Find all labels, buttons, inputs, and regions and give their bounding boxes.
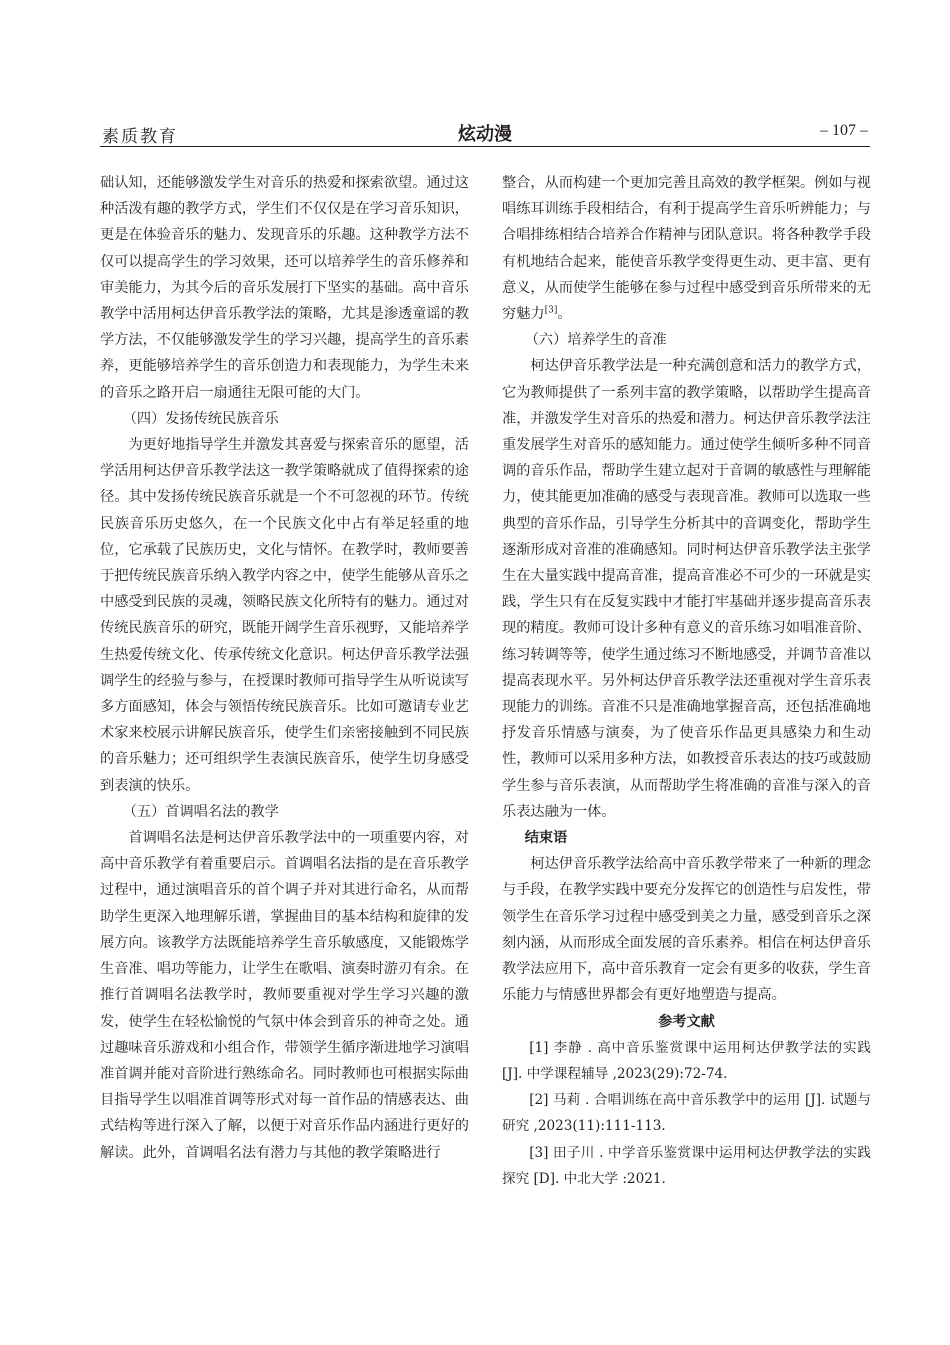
paragraph-text: 整合，从而构建一个更加完善且高效的教学框架。例如与视唱练耳训练手段相结合，有利于提高学生音乐听辨能力；与合唱排练相结合培养合作精神与团队意识。将各种教学手段有机地结合起来，能使音乐教学变得更生动、更丰富、更有意义，从而使学生能够在参与过程中感受到音乐所带来的无穷魅力	[502, 175, 871, 323]
journal-title: 炫动漫	[458, 124, 512, 145]
references-heading: 参考文献	[658, 1013, 715, 1030]
page-header	[100, 118, 870, 146]
citation-marker: [3]	[544, 305, 558, 316]
reference-item: [2] 马莉 . 合唱训练在高中音乐教学中的运用 [J]. 试题与研究 ,2023(11):111-113.	[502, 1092, 871, 1135]
section-heading-5: （五）首调唱名法的教学	[122, 803, 279, 820]
paragraph-end: 。	[557, 306, 572, 323]
paragraph: 柯达伊音乐教学法是一种充满创意和活力的教学方式，它为教师提供了一系列丰富的教学策略，以帮助学生提高音准，并激发学生对音乐的热爱和潜力。柯达伊音乐教学法注重发展学生对音乐的感知能力。通过使学生倾听多种不同音调的音乐作品，帮助学生建立起对于音调的敏感性与理解能力，使其能更加准确的感受与表现音准。教师可以选取一些典型的音乐作品，引导学生分析其中的音调变化，帮助学生逐渐形成对音准的准确感知。同时柯达伊音乐教学法主张学生在大量实践中提高音准，提高音准必不可少的一环就是实践，学生只有在反复实践中才能打牢基础并逐步提高音乐表现的精度。教师可设计多种有意义的音乐练习如唱准音阶、练习转调等等，使学生通过练习不断地感受，并调节音准以提高表现水平。另外柯达伊音乐教学法还重视对学生音乐表现能力的训练。音准不只是准确地掌握音高，还包括准确地抒发音乐情感与演奏，为了使音乐作品更具感染力和生动性，教师可以采用多种方法，如教授音乐表达的技巧或鼓励学生参与音乐表演，从而帮助学生将准确的音准与深入的音乐表达融为一体。	[502, 358, 871, 820]
left-column	[100, 170, 469, 1166]
section-heading-4: （四）发扬传统民族音乐	[122, 410, 279, 427]
reference-item: [3] 田子川 . 中学音乐鉴赏课中运用柯达伊教学法的实践探究 [D]. 中北大学 :2021.	[502, 1144, 871, 1187]
conclusion-heading: 结束语	[524, 830, 568, 847]
paragraph: 为更好地指导学生并激发其喜爱与探索音乐的愿望，活学活用柯达伊音乐教学法这一教学策略就成了值得探索的途径。其中发扬传统民族音乐就是一个不可忽视的环节。传统民族音乐历史悠久，在一个民族文化中占有举足轻重的地位，它承载了民族历史，文化与情怀。在教学时，教师要善于把传统民族音乐纳入教学内容之中，使学生能够从音乐之中感受到民族的灵魂，领略民族文化所特有的魅力。通过对传统民族音乐的研究，既能开阔学生音乐视野，又能培养学生热爱传统文化、传承传统文化意识。柯达伊音乐教学法强调学生的经验与参与，在授课时教师可指导学生从听说读写多方面感知，体会与领悟传统民族音乐。比如可邀请专业艺术家来校展示讲解民族音乐，使学生们亲密接触到不同民族的音乐魅力；还可组织学生表演民族音乐，使学生切身感受到表演的快乐。	[100, 437, 469, 794]
paragraph: 首调唱名法是柯达伊音乐教学法中的一项重要内容，对高中音乐教学有着重要启示。首调唱名法指的是在音乐教学过程中，通过演唱音乐的首个调子并对其进行命名，从而帮助学生更深入地理解乐谱，掌握曲目的基本结构和旋律的发展方向。该教学方法既能培养学生音乐敏感度，又能锻炼学生音准、唱功等能力，让学生在歌唱、演奏时游刃有余。在推行首调唱名法教学时，教师要重视对学生学习兴趣的激发，使学生在轻松愉悦的气氛中体会到音乐的神奇之处。通过趣味音乐游戏和小组合作，带领学生循序渐进地学习演唱准首调并能对音阶进行熟练命名。同时教师也可根据实际曲目指导学生以唱准首调等形式对每一首作品的情感表达、曲式结构等进行深入了解，以便于对音乐作品内涵进行更好的解读。此外，首调唱名法有潜力与其他的教学策略进行	[100, 830, 469, 1161]
paragraph-continued: 础认知，还能够激发学生对音乐的热爱和探索欲望。通过这种活泼有趣的教学方式，学生们不仅仅是在学习音乐知识，更是在体验音乐的魅力、发现音乐的乐趣。这种教学方法不仅可以提高学生的学习效果，还可以培养学生的音乐修养和审美能力，为其今后的音乐发展打下坚实的基础。高中音乐教学中活用柯达伊音乐教学法的策略，尤其是渗透童谣的教学方法，不仅能够激发学生的学习兴趣，提高学生的音乐素养，更能够培养学生的音乐创造力和表现能力，为学生未来的音乐之路开启一扇通往无限可能的大门。	[100, 175, 469, 401]
right-column	[502, 170, 871, 1192]
reference-item: [1] 李静 . 高中音乐鉴赏课中运用柯达伊教学法的实践 [J]. 中学课程辅导 ,2023(29):72-74.	[502, 1039, 871, 1082]
section-label: 素质教育	[102, 127, 178, 147]
section-heading-6: （六）培养学生的音准	[524, 332, 667, 349]
paragraph: 柯达伊音乐教学法给高中音乐教学带来了一种新的理念与手段，在教学实践中要充分发挥它的创造性与启发性，带领学生在音乐学习过程中感受到美之力量，感受到音乐之深刻内涵，从而形成全面发展的音乐素养。相信在柯达伊音乐教学法应用下，高中音乐教育一定会有更多的收获，学生音乐能力与情感世界都会有更好地塑造与提高。	[502, 856, 871, 1004]
paragraph-continued	[502, 170, 871, 327]
header-rule	[100, 146, 870, 147]
page-number: – 107 –	[820, 122, 868, 139]
